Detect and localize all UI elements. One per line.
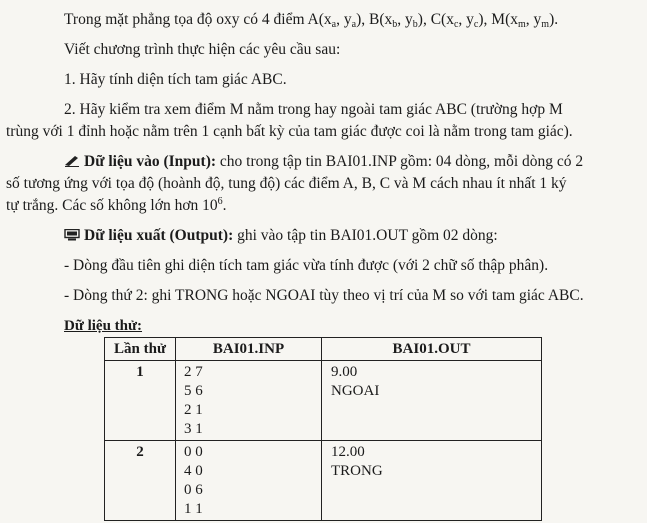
requirement-2-line-1: 2. Hãy kiểm tra xem điểm M nằm trong hay ngoài tam giác ABC (trường hợp M bbox=[64, 101, 563, 118]
output-bullet-2: - Dòng thứ 2: ghi TRONG hoặc NGOAI tùy theo vị trí của M so với tam giác ABC. bbox=[64, 287, 584, 304]
header-inp: BAI01.INP bbox=[176, 338, 322, 361]
cell-inp: 2 7 5 6 2 1 3 1 bbox=[176, 361, 322, 441]
table-row bbox=[105, 441, 542, 521]
header-out: BAI01.OUT bbox=[322, 338, 542, 361]
cell-out: 9.00 NGOAI bbox=[322, 361, 542, 441]
input-section-line-3: tự trắng. Các số không lớn hơn $10^6$. bbox=[6, 196, 227, 214]
input-title: Dữ liệu vào (Input): bbox=[84, 153, 217, 170]
test-data-heading: Dữ liệu thử: bbox=[64, 318, 143, 334]
cell-inp: 0 0 4 0 0 6 1 1 bbox=[176, 441, 322, 521]
point-b: $B(x_b$, $y_b$) bbox=[369, 11, 423, 30]
output-bullet-1: - Dòng đầu tiên ghi diện tích tam giác vừa tính được (với 2 chữ số thập phân). bbox=[64, 257, 549, 274]
point-a: $A(x_a$, $y_a$) bbox=[307, 11, 362, 30]
test-data-table bbox=[104, 337, 542, 521]
cell-lan: 1 bbox=[105, 361, 176, 441]
requirement-1: 1. Hãy tính diện tích tam giác ABC. bbox=[64, 71, 287, 88]
point-m: $M(x_m$, $y_m$) bbox=[491, 11, 555, 30]
table-row bbox=[105, 361, 542, 441]
header-lan-thu: Lần thử bbox=[105, 338, 176, 361]
intro-line-2: Viết chương trình thực hiện các yêu cầu sau: bbox=[64, 41, 341, 58]
cell-lan: 2 bbox=[105, 441, 176, 521]
intro-line-1: Trong mặt phẳng tọa độ oxy có 4 điểm $A(x_a$, $y_a$), $B(x_b$, $y_b$), $C(x_c$, $y_c$), $M(x_m$, $y_m$). bbox=[64, 11, 559, 30]
point-c: $C(x_c$, $y_c$) bbox=[430, 11, 484, 30]
requirement-2-line-2: trùng với 1 đỉnh hoặc nằm trên 1 cạnh bất kỳ của tam giác được coi là nằm trong tam giác). bbox=[6, 123, 573, 140]
pen-writing-icon bbox=[64, 155, 80, 167]
input-section-line-2: số tương ứng với tọa độ (hoành độ, tung độ) các điểm A, B, C và M cách nhau ít nhất 1 ký bbox=[6, 175, 567, 192]
input-section-line-1: Dữ liệu vào (Input): cho trong tập tin BAI01.INP gồm: 04 dòng, mỗi dòng có 2 bbox=[64, 152, 583, 172]
table-header-row bbox=[105, 338, 542, 361]
output-section-line-1: Dữ liệu xuất (Output): ghi vào tập tin BAI01.OUT gồm 02 dòng: bbox=[64, 226, 498, 246]
cell-out: 12.00 TRONG bbox=[322, 441, 542, 521]
output-title: Dữ liệu xuất (Output): bbox=[84, 227, 234, 244]
monitor-icon bbox=[64, 229, 80, 241]
